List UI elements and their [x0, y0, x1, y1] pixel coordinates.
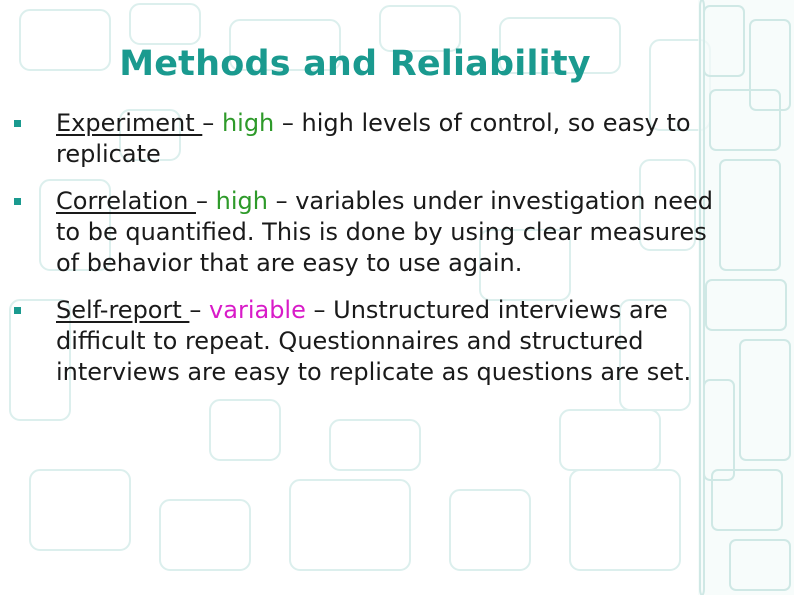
bullet-item-self-report	[14, 295, 714, 388]
bullet-item-experiment	[14, 108, 714, 170]
pattern-shape	[210, 400, 280, 460]
bullet-marker-icon	[14, 120, 21, 127]
reliability-rating: high	[221, 109, 275, 137]
pattern-shape	[30, 470, 130, 550]
reliability-rating: high	[215, 187, 268, 215]
separator: –	[189, 296, 210, 324]
pattern-shape	[160, 500, 250, 570]
pattern-shape	[560, 410, 660, 470]
pattern-shape	[570, 470, 680, 570]
pattern-shape	[290, 480, 410, 570]
method-term: Self-report	[56, 296, 190, 324]
slide-title: Methods and Reliability	[119, 44, 591, 84]
separator: –	[195, 187, 216, 215]
pattern-shape	[450, 490, 530, 570]
pattern-shape	[330, 420, 420, 470]
bullet-marker-icon	[14, 307, 21, 314]
method-description: – Unstructured interviews are difficult to repeat. Questionnaires and structured interviews are easy to replicate as questions are set.	[56, 296, 692, 386]
method-description: – variables under investigation need to be quantified. This is done by using clear measures of behavior that are easy to use again.	[56, 187, 714, 277]
pattern-shape	[130, 4, 200, 44]
separator: –	[202, 109, 222, 137]
reliability-rating: variable	[209, 296, 306, 324]
bullet-list	[14, 108, 714, 404]
method-term: Experiment	[56, 109, 203, 137]
bullet-marker-icon	[14, 198, 21, 205]
bullet-item-correlation	[14, 186, 714, 279]
method-description: – high levels of control, so easy to replicate	[56, 109, 691, 168]
method-term: Correlation	[56, 187, 196, 215]
